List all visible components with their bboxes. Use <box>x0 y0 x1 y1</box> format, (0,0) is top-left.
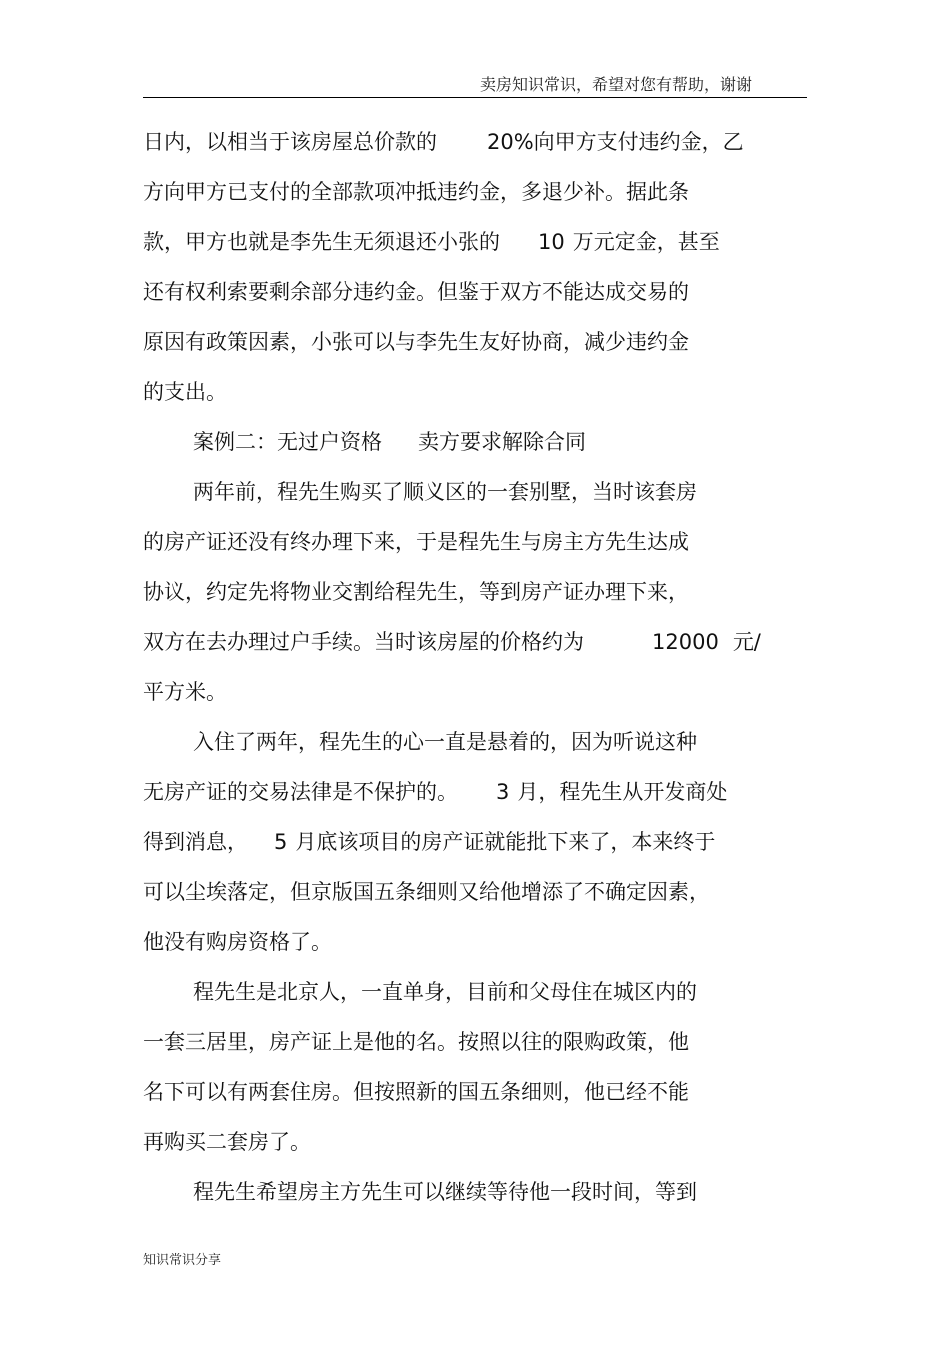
text-line: 一套三居里，房产证上是他的名。按照以往的限购政策，他 <box>143 1030 689 1054</box>
text-line: 款，甲方也就是李先生无须退还小张的 10 万元定金，甚至 <box>143 230 720 254</box>
text-line: 他没有购房资格了。 <box>143 930 332 954</box>
text-line: 原因有政策因素，小张可以与李先生友好协商，减少违约金 <box>143 330 689 354</box>
text-line: 程先生是北京人，一直单身，目前和父母住在城区内的 <box>193 980 697 1004</box>
text-line: 双方在去办理过户手续。当时该房屋的价格约为 12000 元/ <box>143 630 761 654</box>
text-line: 方向甲方已支付的全部款项冲抵违约金，多退少补。据此条 <box>143 180 689 204</box>
page-footer: 知识常识分享 <box>143 1253 222 1268</box>
page-header: 卖房知识常识，希望对您有帮助，谢谢 <box>479 75 752 94</box>
text-line: 程先生希望房主方先生可以继续等待他一段时间，等到 <box>193 1180 697 1204</box>
text-line: 的房产证还没有终办理下来，于是程先生与房主方先生达成 <box>143 530 689 554</box>
text-line: 的支出。 <box>143 380 227 404</box>
text-line: 还有权利索要剩余部分违约金。但鉴于双方不能达成交易的 <box>143 280 689 304</box>
text-line: 可以尘埃落定，但京版国五条细则又给他增添了不确定因素， <box>143 880 710 904</box>
text-line: 得到消息， 5 月底该项目的房产证就能批下来了，本来终于 <box>143 830 716 854</box>
body-text <box>143 124 823 1224</box>
text-line: 无房产证的交易法律是不保护的。 3 月，程先生从开发商处 <box>143 780 728 804</box>
text-line: 平方米。 <box>143 680 227 704</box>
text-line: 日内，以相当于该房屋总价款的 20%向甲方支付违约金，乙 <box>143 130 744 154</box>
section-heading: 案例二：无过户资格 卖方要求解除合同 <box>193 430 586 454</box>
header-rule <box>143 97 807 98</box>
text-line: 协议，约定先将物业交割给程先生，等到房产证办理下来， <box>143 580 689 604</box>
text-line: 再购买二套房了。 <box>143 1130 311 1154</box>
text-line: 两年前，程先生购买了顺义区的一套别墅，当时该套房 <box>193 480 697 504</box>
text-line: 入住了两年，程先生的心一直是悬着的，因为听说这种 <box>193 730 697 754</box>
text-line: 名下可以有两套住房。但按照新的国五条细则，他已经不能 <box>143 1080 689 1104</box>
